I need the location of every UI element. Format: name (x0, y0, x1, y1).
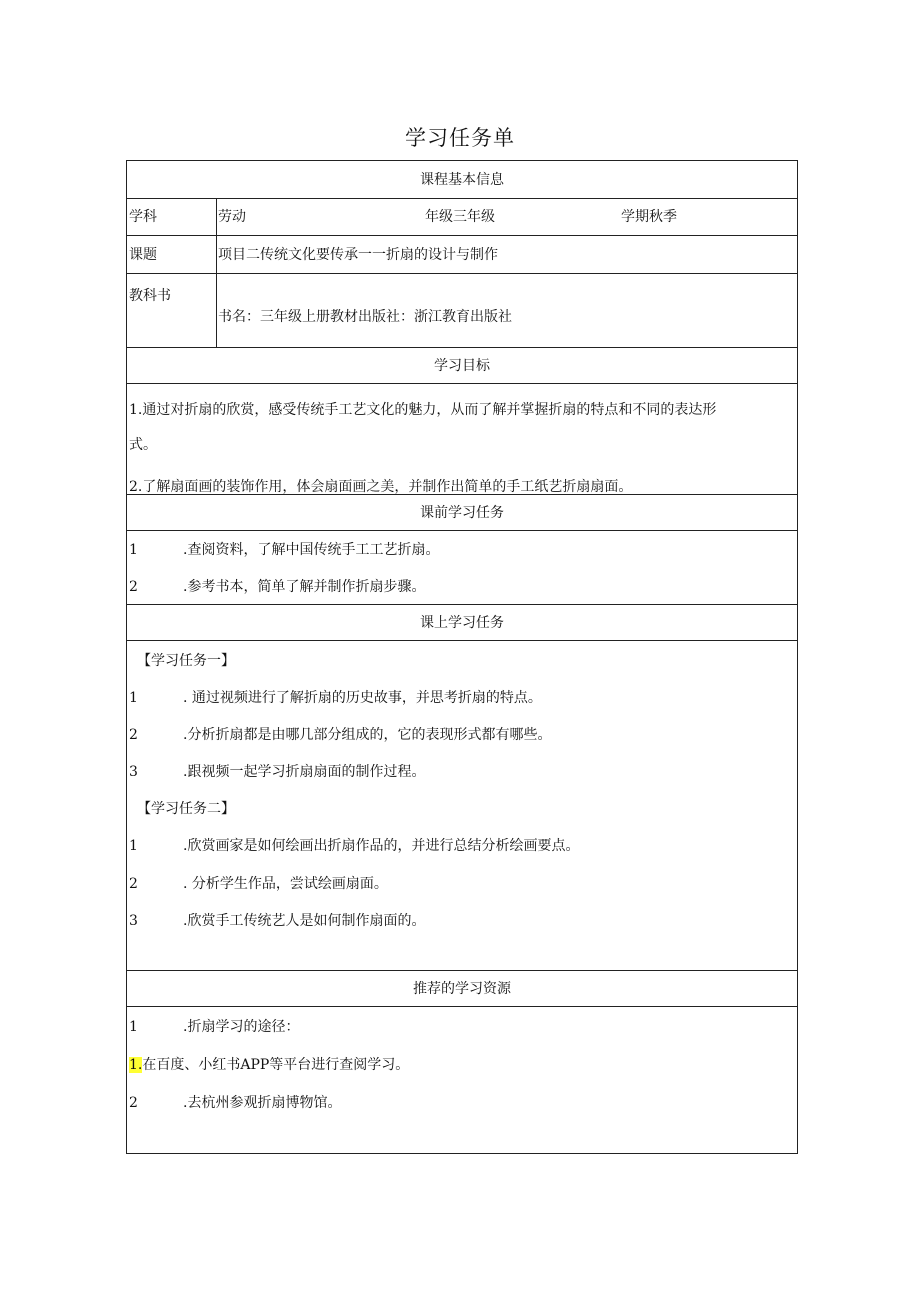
resource-item-number: 2 (129, 1095, 138, 1111)
objective-2: 2.了解扇面画的装饰作用，体会扇面画之美，并制作出简单的手工纸艺折扇扇面。 (129, 479, 633, 495)
row-divider (127, 530, 797, 531)
highlighted-number: 1. (129, 1057, 143, 1073)
in-class-header: 课上学习任务 (420, 615, 504, 631)
task1-item-number: 3 (129, 764, 138, 780)
row-divider (127, 347, 797, 348)
resource-subitem-text: 在百度、小红书APP等平台进行查阅学习。 (142, 1057, 410, 1073)
task1-item-number: 2 (129, 727, 138, 743)
row-divider (127, 198, 797, 199)
label-column-divider (216, 198, 217, 347)
row-divider (127, 970, 797, 971)
grade-text: 年级三年级 (425, 209, 495, 225)
textbook-label: 教科书 (129, 288, 171, 304)
task2-item: . 分析学生作品，尝试绘画扇面。 (183, 876, 388, 892)
task1-item-number: 1 (129, 690, 138, 706)
subject-label: 学科 (129, 209, 157, 225)
resource-item-number: 1 (129, 1019, 138, 1035)
basic-info-header: 课程基本信息 (420, 172, 504, 188)
topic-value: 项目二传统文化要传承一一折扇的设计与制作 (218, 247, 498, 263)
resource-item: .去杭州参观折扇博物馆。 (183, 1095, 342, 1111)
task2-item-number: 3 (129, 913, 138, 929)
row-divider (127, 273, 797, 274)
term-text: 学期秋季 (621, 209, 677, 225)
task1-title: 【学习任务一】 (137, 653, 235, 669)
pre-class-item-number: 1 (129, 542, 138, 558)
row-divider (127, 383, 797, 384)
task-table (126, 160, 798, 1154)
row-divider (127, 235, 797, 236)
task2-item-number: 1 (129, 838, 138, 854)
row-divider (127, 604, 797, 605)
task2-item: .欣赏手工传统艺人是如何制作扇面的。 (183, 913, 426, 929)
pre-class-item: .查阅资料，了解中国传统手工工艺折扇。 (183, 542, 440, 558)
task1-item: . 通过视频进行了解折扇的历史故事，并思考折扇的特点。 (183, 690, 542, 706)
topic-label: 课题 (129, 247, 157, 263)
row-divider (127, 1006, 797, 1007)
objective-1-continued: 式。 (129, 437, 157, 453)
page-title: 学习任务单 (405, 126, 515, 150)
objective-1: 1.通过对折扇的欣赏，感受传统手工艺文化的魅力，从而了解并掌握折扇的特点和不同的表达形 (129, 402, 717, 418)
row-divider (127, 640, 797, 641)
objectives-header: 学习目标 (434, 358, 490, 374)
pre-class-item-number: 2 (129, 579, 138, 595)
task2-item: .欣赏画家是如何绘画出折扇作品的，并进行总结分析绘画要点。 (183, 838, 580, 854)
resource-item: .折扇学习的途径： (183, 1019, 300, 1035)
pre-class-item: .参考书本，简单了解并制作折扇步骤。 (183, 579, 426, 595)
resources-header: 推荐的学习资源 (413, 981, 511, 997)
task1-item: .分析折扇都是由哪几部分组成的，它的表现形式都有哪些。 (183, 727, 552, 743)
pre-class-header: 课前学习任务 (420, 505, 504, 521)
task2-item-number: 2 (129, 876, 138, 892)
resource-subitem (129, 1056, 409, 1074)
subject-value: 劳动 (218, 209, 246, 225)
textbook-value: 书名：三年级上册教材出版社：浙江教育出版社 (218, 309, 512, 325)
task1-item: .跟视频一起学习折扇扇面的制作过程。 (183, 764, 426, 780)
task2-title: 【学习任务二】 (137, 801, 235, 817)
